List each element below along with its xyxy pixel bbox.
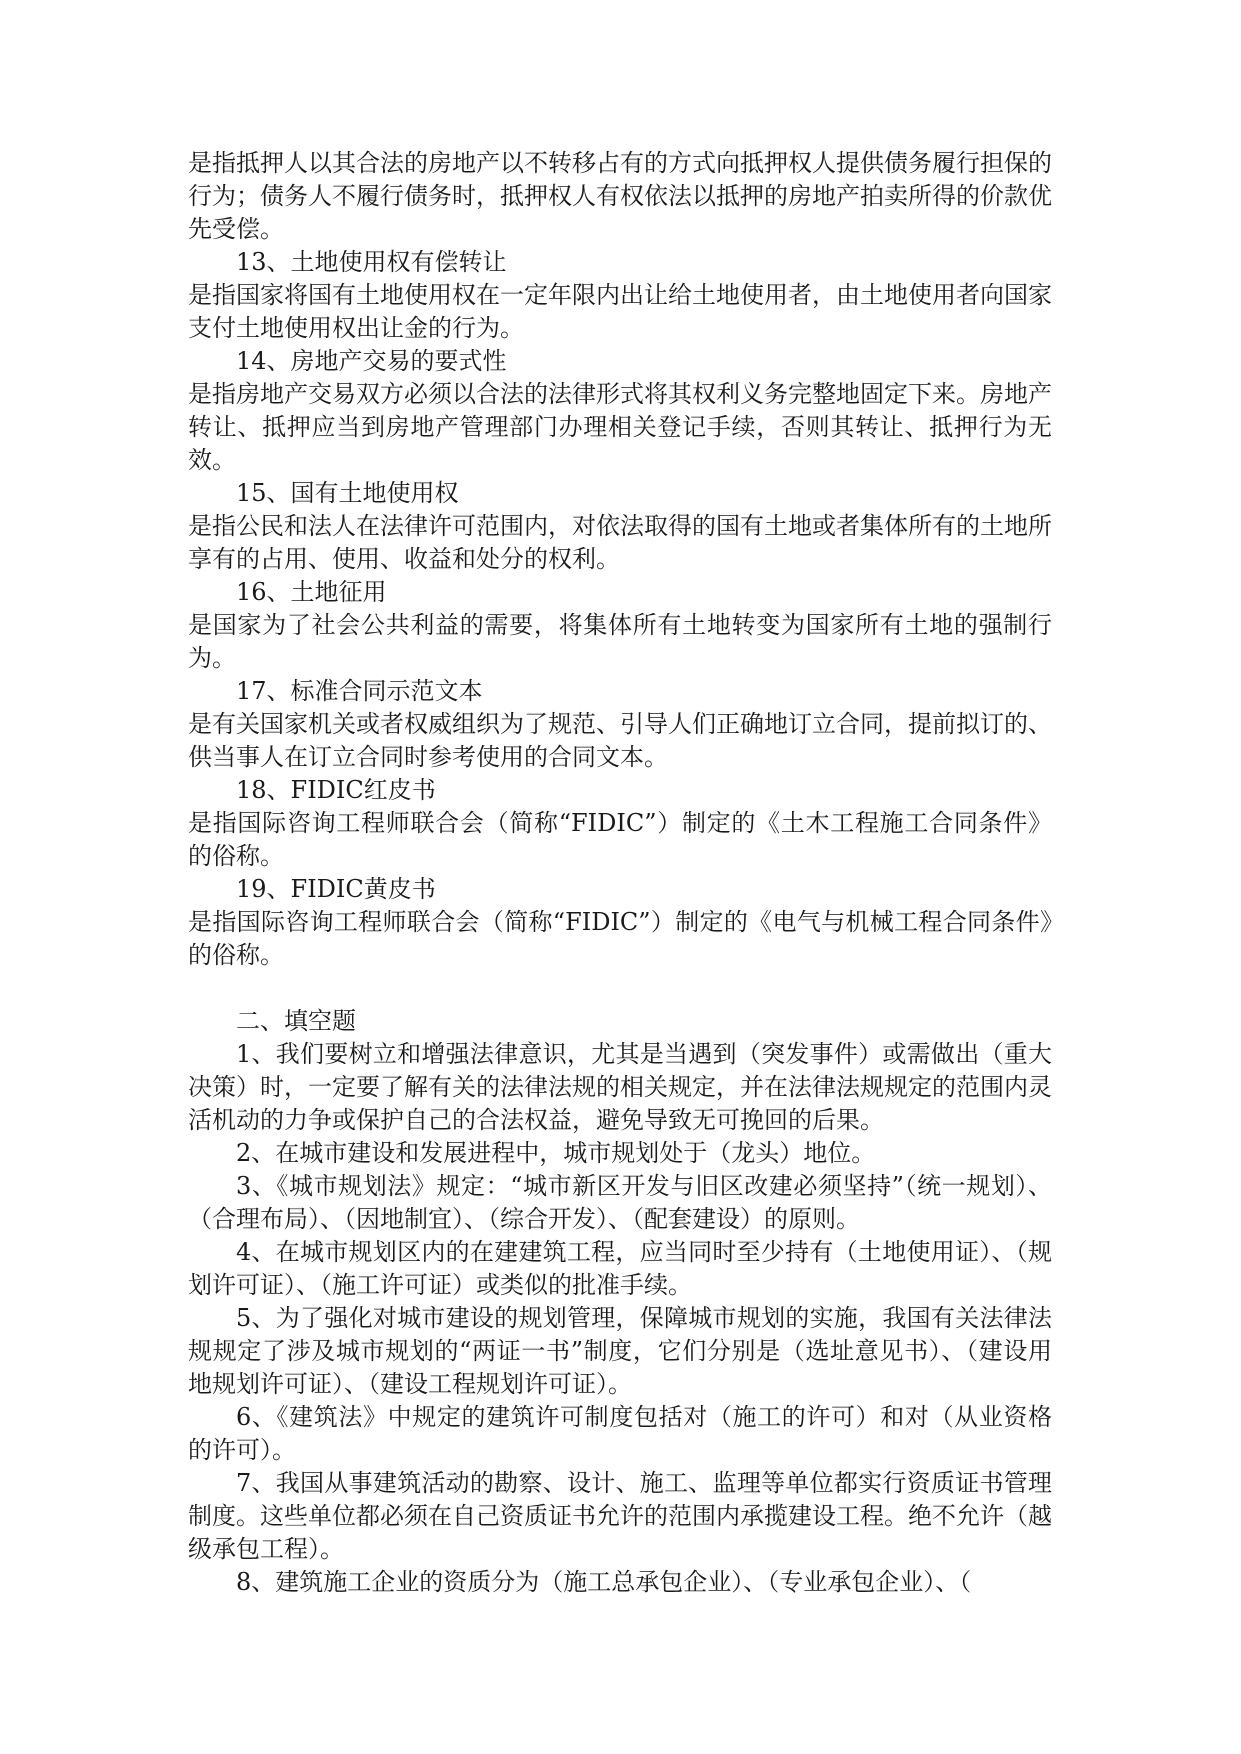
definition-14-heading: 14、房地产交易的要式性 <box>236 347 507 375</box>
definition-18-body: 是指国际咨询工程师联合会（简称“FIDIC”）制定的《土木工程施工合同条件》的俗称。 <box>188 809 1052 870</box>
document-page <box>188 147 1052 1599</box>
fill-blank-item-5: 5、为了强化对城市建设的规划管理，保障城市规划的实施，我国有关法律法规规定了涉及城市规划的“两证一书”制度，它们分别是（选址意见书）、（建设用地规划许可证）、（建设工程规划许可证）。 <box>188 1304 1052 1398</box>
definition-19-body: 是指国际咨询工程师联合会（简称“FIDIC”）制定的《电气与机械工程合同条件》的俗称。 <box>188 908 1052 969</box>
fill-blank-item-8: 8、建筑施工企业的资质分为（施工总承包企业）、（专业承包企业）、（ <box>236 1568 972 1596</box>
definition-15-heading: 15、国有土地使用权 <box>236 479 459 507</box>
definition-16-heading: 16、土地征用 <box>236 578 387 606</box>
section-spacer <box>188 972 1052 1005</box>
definition-17-body: 是有关国家机关或者权威组织为了规范、引导人们正确地订立合同，提前拟订的、供当事人在订立合同时参考使用的合同文本。 <box>188 710 1052 771</box>
section-2-title: 二、填空题 <box>236 1007 356 1035</box>
definition-19-heading: 19、FIDIC黄皮书 <box>236 875 436 903</box>
definition-13-heading: 13、土地使用权有偿转让 <box>236 248 507 276</box>
fill-blank-item-6: 6、《建筑法》中规定的建筑许可制度包括对（施工的许可）和对（从业资格的许可）。 <box>188 1403 1052 1464</box>
definition-13-body: 是指国家将国有土地使用权在一定年限内出让给土地使用者，由土地使用者向国家支付土地使用权出让金的行为。 <box>188 281 1052 342</box>
definition-18-heading: 18、FIDIC红皮书 <box>236 776 436 804</box>
definition-16-body: 是国家为了社会公共利益的需要，将集体所有土地转变为国家所有土地的强制行为。 <box>188 611 1052 672</box>
definition-17-heading: 17、标准合同示范文本 <box>236 677 483 705</box>
fill-blank-item-7: 7、我国从事建筑活动的勘察、设计、施工、监理等单位都实行资质证书管理制度。这些单位都必须在自己资质证书允许的范围内承揽建设工程。绝不允许（越级承包工程）。 <box>188 1469 1052 1563</box>
fill-blank-item-1: 1、我们要树立和增强法律意识，尤其是当遇到（突发事件）或需做出（重大决策）时，一定要了解有关的法律法规的相关规定，并在法律法规规定的范围内灵活机动的力争或保护自己的合法权益，避免导致无可挽回的后果。 <box>188 1040 1052 1134</box>
definition-12-body: 是指抵押人以其合法的房地产以不转移占有的方式向抵押权人提供债务履行担保的行为；债务人不履行债务时，抵押权人有权依法以抵押的房地产拍卖所得的价款优先受偿。 <box>188 149 1052 243</box>
definition-14-body: 是指房地产交易双方必须以合法的法律形式将其权利义务完整地固定下来。房地产转让、抵押应当到房地产管理部门办理相关登记手续，否则其转让、抵押行为无效。 <box>188 380 1052 474</box>
definition-15-body: 是指公民和法人在法律许可范围内，对依法取得的国有土地或者集体所有的土地所享有的占用、使用、收益和处分的权利。 <box>188 512 1052 573</box>
fill-blank-item-4: 4、在城市规划区内的在建建筑工程，应当同时至少持有（土地使用证）、（规划许可证）、（施工许可证）或类似的批准手续。 <box>188 1238 1052 1299</box>
fill-blank-item-3: 3、《城市规划法》规定：“城市新区开发与旧区改建必须坚持”（统一规划）、（合理布局）、（因地制宜）、（综合开发）、（配套建设）的原则。 <box>188 1172 1052 1233</box>
fill-blank-item-2: 2、在城市建设和发展进程中，城市规划处于（龙头）地位。 <box>236 1139 876 1167</box>
